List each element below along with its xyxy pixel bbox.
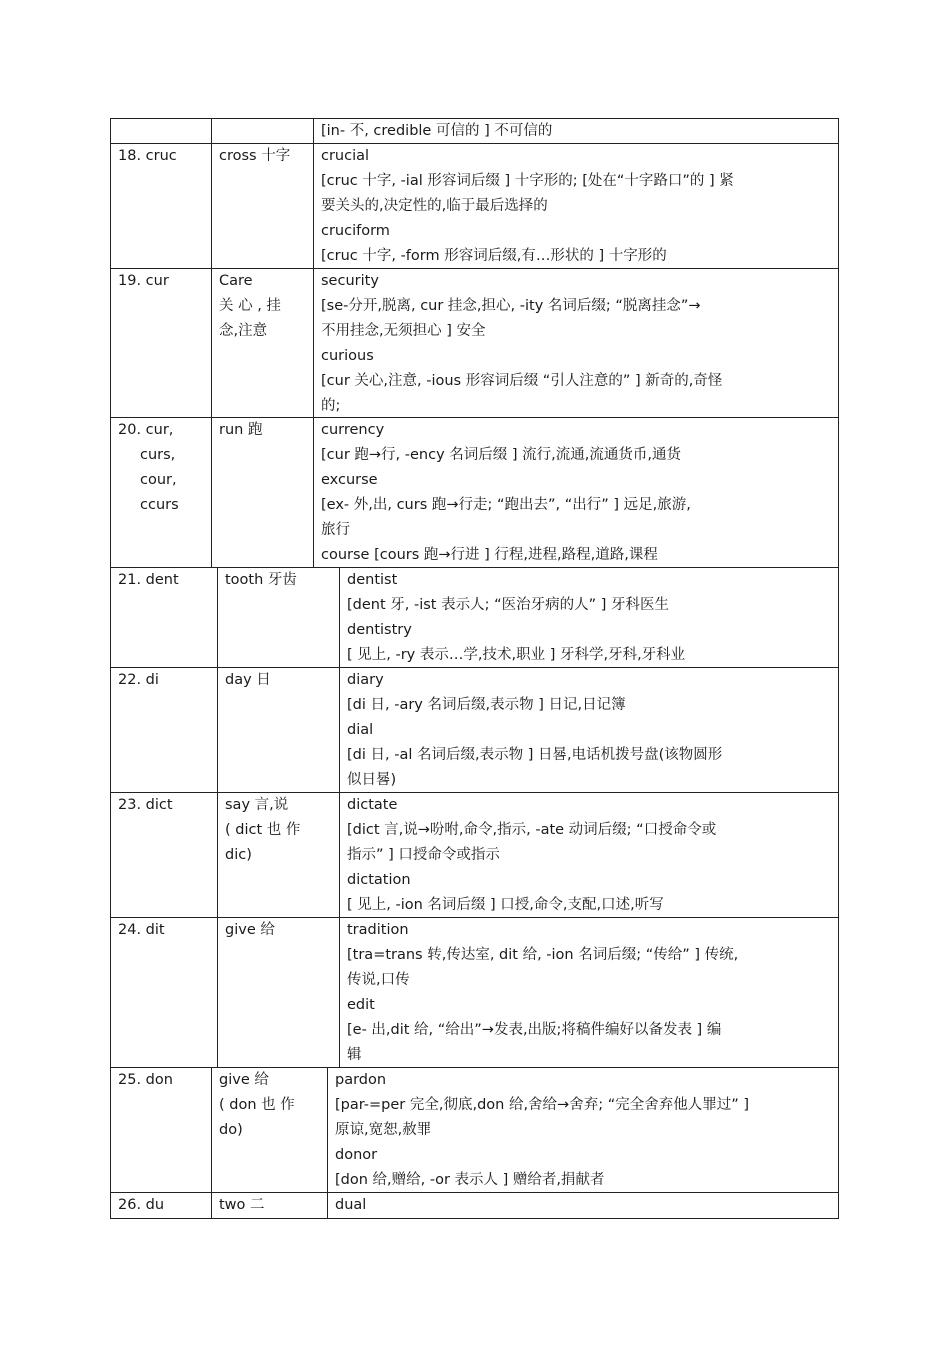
entry-line: [tra=trans 转,传达室, dit 给, -ion 名词后缀; “传给” ] 传统,: [347, 947, 739, 963]
root-cell: [111, 568, 217, 667]
entry-line: [ 见上, -ry 表示…学,技术,职业 ] 牙科学,牙科,牙科业: [347, 647, 686, 663]
entries-cell: [339, 918, 838, 1067]
entries-cell: [339, 793, 838, 917]
root-cell: [111, 668, 217, 792]
meaning-line: do): [219, 1122, 243, 1138]
entry-word: currency: [321, 422, 385, 438]
entries-cell: [313, 119, 838, 143]
entry-line: 旅行: [321, 522, 350, 538]
meaning-cell: [211, 418, 313, 567]
meaning-line: 念,注意: [219, 323, 268, 339]
meaning-cell: [211, 144, 313, 268]
table-row: [110, 917, 839, 1068]
root-cell: [111, 1068, 211, 1192]
meaning-line: Care: [219, 273, 253, 289]
entry-line: 要关头的,决定性的,临于最后选择的: [321, 198, 548, 214]
entry-line: [in- 不, credible 可信的 ] 不可信的: [321, 123, 553, 139]
entry-word: dentist: [347, 572, 398, 588]
meaning-cell: [211, 1193, 327, 1218]
meaning-line: cross 十字: [219, 148, 291, 164]
meaning-cell: [211, 269, 313, 417]
root-cell: [111, 269, 211, 417]
entry-line: [di 日, -ary 名词后缀,表示物 ] 日记,日记簿: [347, 697, 626, 713]
root-variant: curs,: [140, 447, 176, 463]
entry-word: dentistry: [347, 622, 412, 638]
table-row: [110, 792, 839, 918]
root-label: 21. dent: [118, 572, 179, 588]
root-cell: [111, 793, 217, 917]
root-label: 20. cur,: [118, 422, 174, 438]
entry-line: [dict 言,说→吩咐,命令,指示, -ate 动词后缀; “口授命令或: [347, 822, 717, 838]
entry-word: dial: [347, 722, 374, 738]
root-label: 22. di: [118, 672, 159, 688]
meaning-line: day 日: [225, 672, 271, 688]
entry-line: [se-分开,脱离, cur 挂念,担心, -ity 名词后缀; “脱离挂念”→: [321, 298, 701, 314]
table-row: [110, 417, 839, 568]
entry-word: dictate: [347, 797, 398, 813]
entries-cell: [339, 568, 838, 667]
entry-word: curious: [321, 348, 374, 364]
entry-word: edit: [347, 997, 375, 1013]
meaning-cell: [211, 1068, 327, 1192]
meaning-cell: [217, 793, 339, 917]
entry-line: [cur 跑→行, -ency 名词后缀 ] 流行,流通,流通货币,通货: [321, 447, 681, 463]
entries-cell: [313, 144, 838, 268]
root-cell: [111, 119, 211, 143]
table-row: [110, 667, 839, 793]
root-label: 25. don: [118, 1072, 173, 1088]
table-row: [110, 1192, 839, 1219]
entry-line: [don 给,赠给, -or 表示人 ] 赠给者,捐献者: [335, 1172, 605, 1188]
entry-word: tradition: [347, 922, 409, 938]
root-label: 19. cur: [118, 273, 169, 289]
root-label: 18. cruc: [118, 148, 177, 164]
entry-line: course [cours 跑→行进 ] 行程,进程,路程,道路,课程: [321, 547, 658, 563]
entries-cell: [313, 269, 838, 417]
entry-line: 不用挂念,无须担心 ] 安全: [321, 323, 486, 339]
entry-line: 的;: [321, 398, 341, 414]
meaning-line: two 二: [219, 1197, 265, 1213]
root-cell: [111, 144, 211, 268]
entries-cell: [327, 1193, 838, 1218]
table-row: [110, 118, 839, 144]
meaning-line: say 言,说: [225, 797, 289, 813]
table-row: [110, 268, 839, 418]
table-row: [110, 567, 839, 668]
root-label: 23. dict: [118, 797, 173, 813]
entry-line: 传说,口传: [347, 972, 410, 988]
entry-line: 指示” ] 口授命令或指示: [347, 847, 500, 863]
entry-word: crucial: [321, 148, 370, 164]
meaning-cell: [217, 918, 339, 1067]
root-label: 26. du: [118, 1197, 165, 1213]
entry-word: dictation: [347, 872, 411, 888]
entry-line: 似日晷): [347, 772, 397, 788]
meaning-line: 关 心 , 挂: [219, 298, 281, 314]
entry-line: [dent 牙, -ist 表示人; “医治牙病的人” ] 牙科医生: [347, 597, 669, 613]
entries-cell: [327, 1068, 838, 1192]
entry-line: [cur 关心,注意, -ious 形容词后缀 “引人注意的” ] 新奇的,奇怪: [321, 373, 723, 389]
entries-cell: [339, 668, 838, 792]
entry-word: donor: [335, 1147, 378, 1163]
meaning-line: dic): [225, 847, 252, 863]
meaning-line: give 给: [225, 922, 275, 938]
entry-line: [cruc 十字, -form 形容词后缀,有…形状的 ] 十字形的: [321, 248, 667, 264]
entry-line: [cruc 十字, -ial 形容词后缀 ] 十字形的; [处在“十字路口”的 ] 紧: [321, 173, 734, 189]
entries-cell: [313, 418, 838, 567]
entry-word: diary: [347, 672, 384, 688]
entry-line: [par-=per 完全,彻底,don 给,舍给→舍弃; “完全舍弃他人罪过” ]: [335, 1097, 749, 1113]
meaning-cell: [217, 668, 339, 792]
entry-line: [ex- 外,出, curs 跑→行走; “跑出去”, “出行” ] 远足,旅游,: [321, 497, 691, 513]
root-cell: [111, 1193, 211, 1218]
table-row: [110, 1067, 839, 1193]
table-row: [110, 143, 839, 269]
root-cell: [111, 918, 217, 1067]
meaning-line: ( don 也 作: [219, 1097, 295, 1113]
root-variant: ccurs: [140, 497, 179, 513]
entry-line: [ 见上, -ion 名词后缀 ] 口授,命令,支配,口述,听写: [347, 897, 664, 913]
entry-word: security: [321, 273, 379, 289]
entry-word: excurse: [321, 472, 378, 488]
root-label: 24. dit: [118, 922, 165, 938]
entry-line: [di 日, -al 名词后缀,表示物 ] 日晷,电话机拨号盘(该物圆形: [347, 747, 723, 763]
entry-word: pardon: [335, 1072, 387, 1088]
entry-line: 辑: [347, 1047, 362, 1063]
meaning-line: tooth 牙齿: [225, 572, 297, 588]
root-variant: cour,: [140, 472, 177, 488]
meaning-cell: [211, 119, 313, 143]
meaning-line: run 跑: [219, 422, 263, 438]
meaning-cell: [217, 568, 339, 667]
entry-word: dual: [335, 1197, 367, 1213]
meaning-line: give 给: [219, 1072, 269, 1088]
meaning-line: ( dict 也 作: [225, 822, 301, 838]
entry-line: 原谅,宽恕,赦罪: [335, 1122, 432, 1138]
root-cell: [111, 418, 211, 567]
entry-word: cruciform: [321, 223, 390, 239]
entry-line: [e- 出,dit 给, “给出”→发表,出版;将稿件编好以备发表 ] 编: [347, 1022, 722, 1038]
